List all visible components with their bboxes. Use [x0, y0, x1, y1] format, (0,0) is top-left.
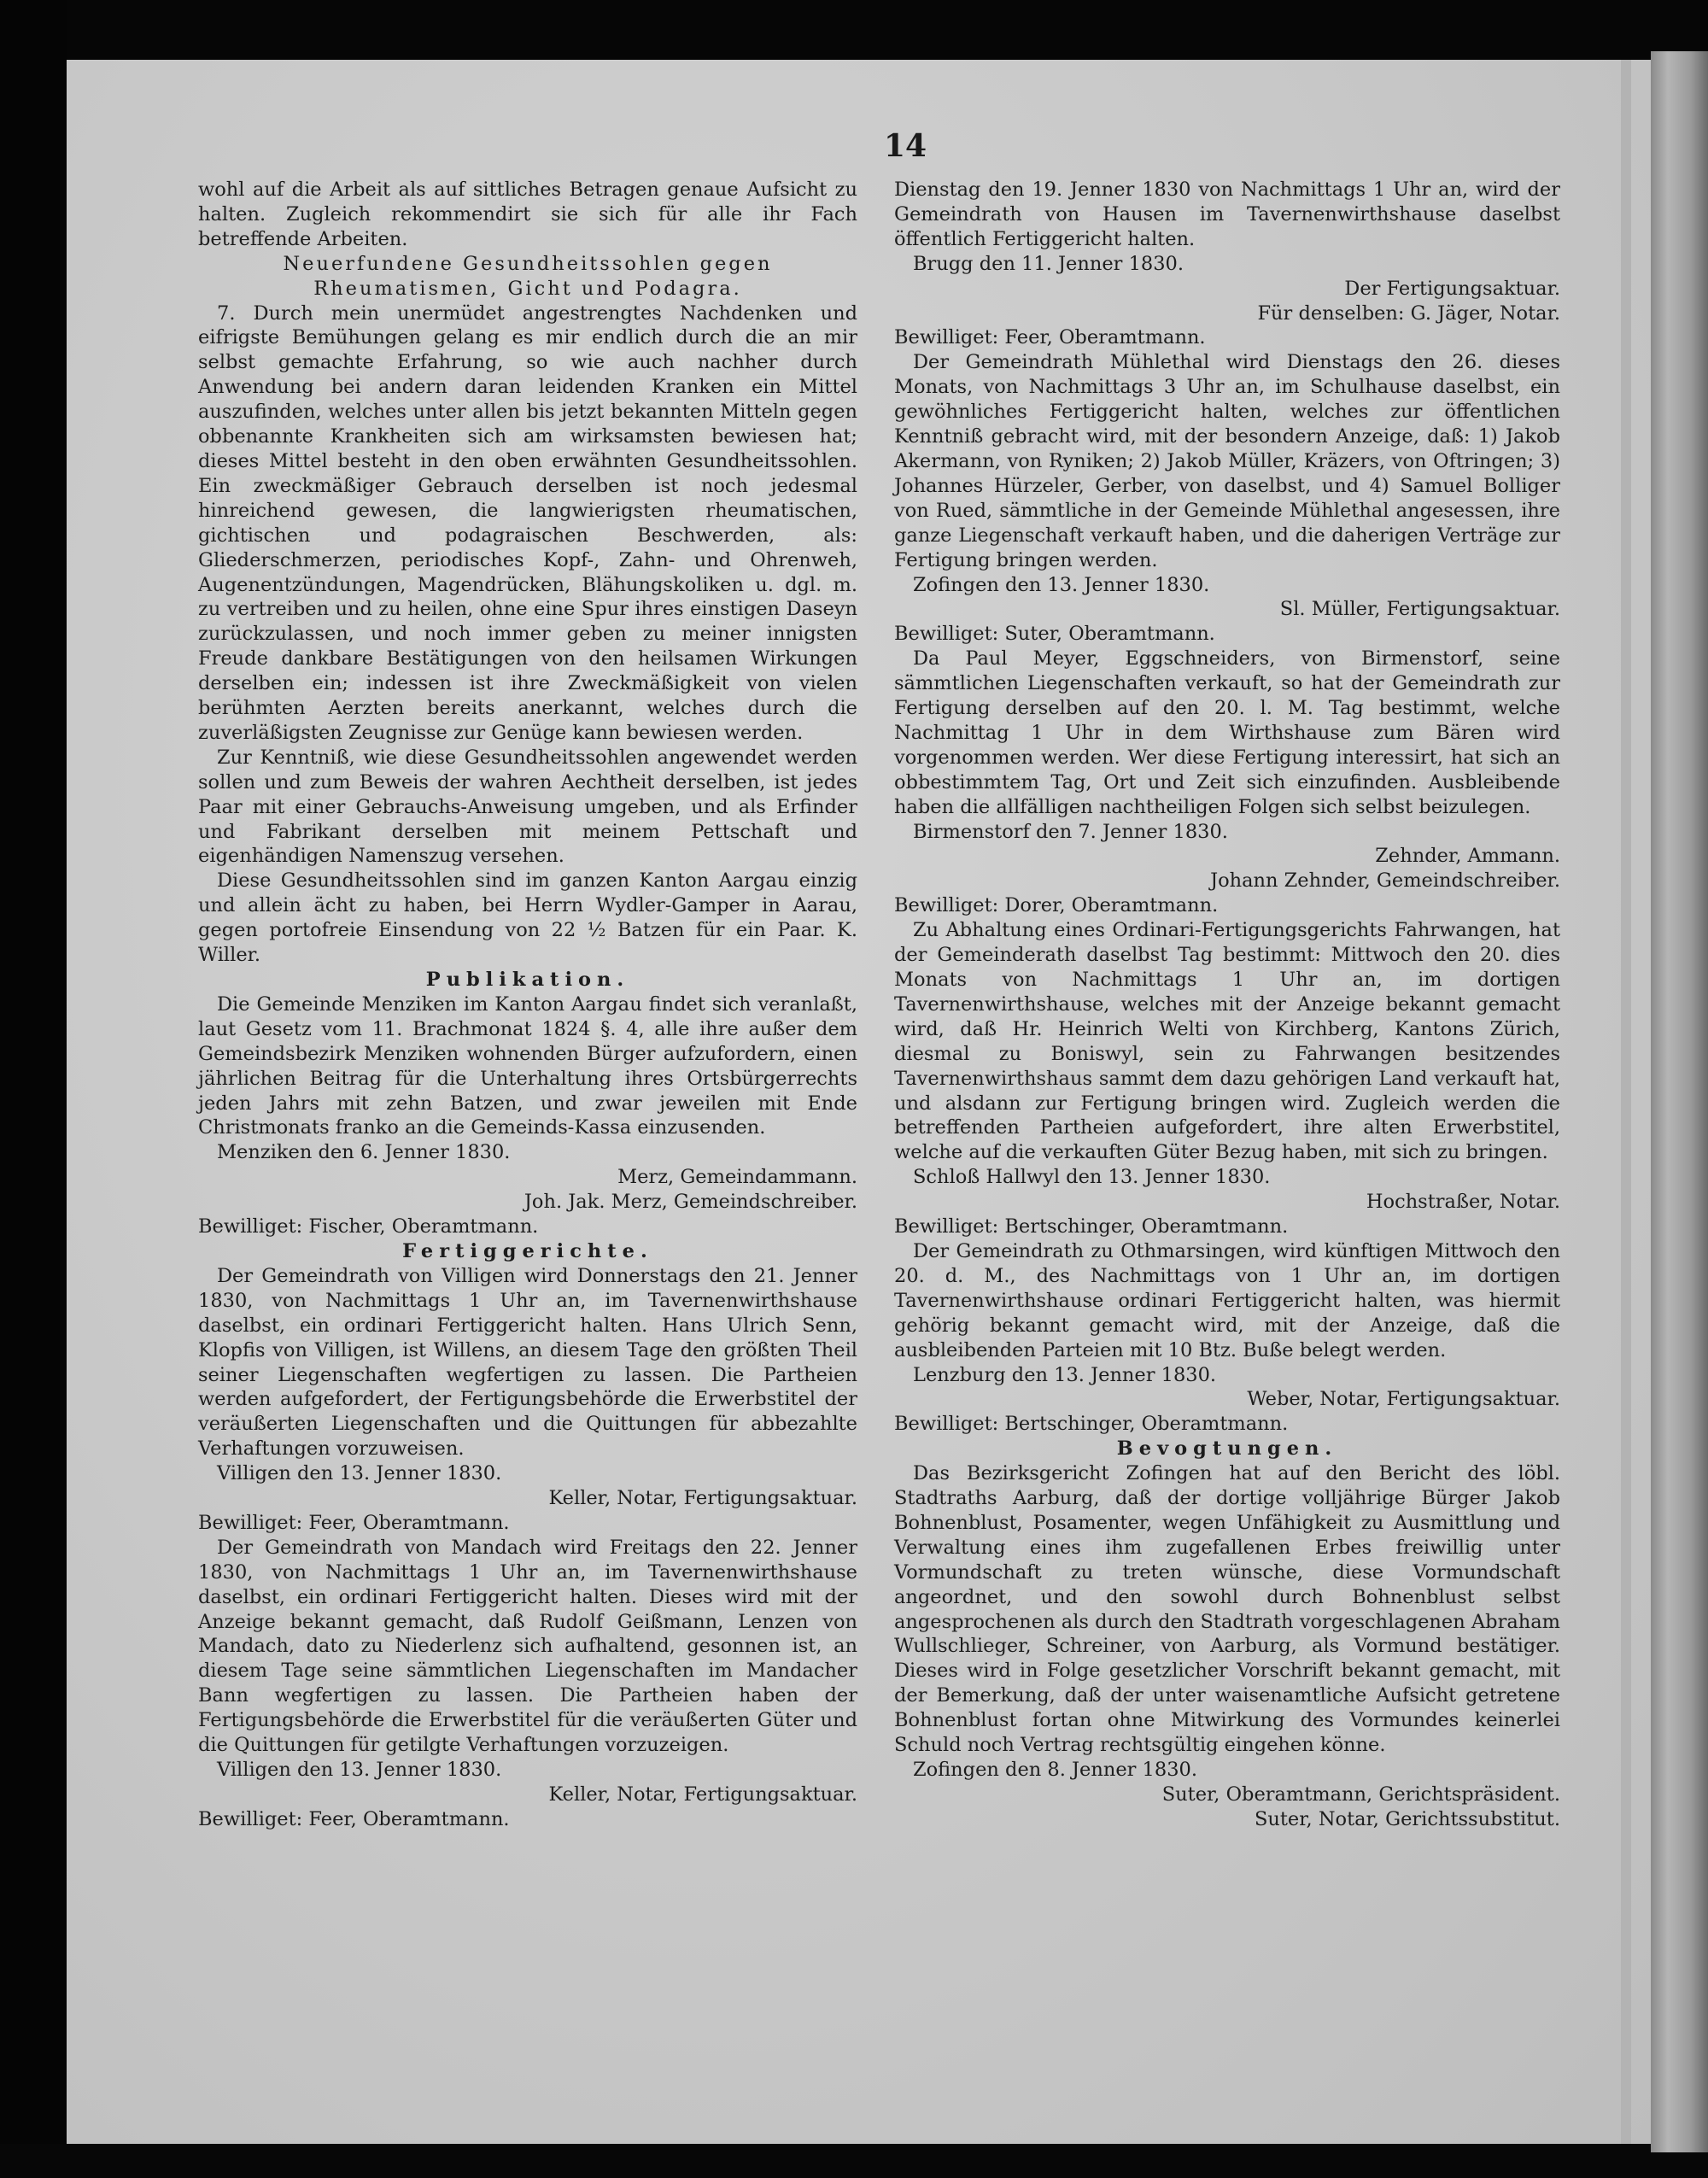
- approval-line: Bewilliget: Feer, Oberamtmann.: [894, 326, 1206, 349]
- signature: Für denselben: G. Jäger, Notar.: [1257, 302, 1560, 325]
- paragraph: Zu Abhaltung eines Ordinari-Fertigungsgerichts Fahrwangen, hat der Gemeinderath daselbst Tag bestimmt: Mittwoch den 20. dies Monats von Nachmittags 1 Uhr an, im dortigen Tavernenwirthshause, welches mit der Anzeige bekannt gemacht wird, daß Hr. Heinrich Welti von Kirchberg, Kantons Zürich, diesmal zu Boniswyl, sein zu Fahrwangen besitzendes Tavernenwirthshaus sammt dem dazu gehörigen Land verkauft hat, und alsdann zur Fertigung bringen wird. Zugleich werden die betreffenden Partheien aufgefordert, ihre alten Erwerbstitel, welche auf die verkauften Güter Bezug haben, mit sich zu bringen.: [894, 919, 1560, 1164]
- dateline: Villigen den 13. Jenner 1830.: [217, 1759, 502, 1781]
- approval-line: Bewilliget: Dorer, Oberamtmann.: [894, 894, 1219, 917]
- dateline: Menziken den 6. Jenner 1830.: [217, 1141, 511, 1164]
- signature: Suter, Oberamtmann, Gerichtspräsident.: [1161, 1783, 1560, 1806]
- signature: Weber, Notar, Fertigungsaktuar.: [1247, 1388, 1560, 1411]
- page-edge-right: [1651, 51, 1708, 2152]
- signature: Hochstraßer, Notar.: [1366, 1191, 1560, 1214]
- signature: Sl. Müller, Fertigungsaktuar.: [1279, 598, 1560, 621]
- paragraph: Der Gemeindrath von Villigen wird Donnerstags den 21. Jenner 1830, von Nachmittags 1 Uhr an, im Tavernenwirthshause daselbst, ein ordinari Fertiggericht halten. Hans Ulrich Senn, Klopfis von Villigen, ist Willens, an diesem Tage den größten Theil seiner Liegenschaften wegfertigen zu lassen. Die Partheien werden aufgefordert, der Fertigungsbehörde die Erwerbstitel der veräußerten Liegenschaften und die Quittungen für abbezahlte Verhaftungen vorzuweisen.: [198, 1264, 857, 1461]
- paragraph: 7. Durch mein unermüdet angestrengtes Nachdenken und eifrigste Bemühungen gelang es mir endlich durch die an mir selbst gemachte Erfahrung, so wie auch nachher durch Anwendung bei andern daran leidenden Kranken ein Mittel auszufinden, welches unter allen bis jetzt bekannten Mitteln gegen obbenannte Krankheiten sich am wirksamsten bewiesen hat; dieses Mittel besteht in den oben erwähnten Gesundheitssohlen. Ein zweckmäßiger Gebrauch derselben ist noch jedesmal hinreichend gewesen, die langwierigsten rheumatischen, gichtischen und podagraischen Beschwerden, als: Gliederschmerzen, periodisches Kopf-, Zahn- und Ohrenweh, Augenentzündungen, Magendrücken, Blähungskoliken u. dgl. m. zu vertreiben und zu heilen, ohne eine Spur ihres einstigen Daseyn zurückzulassen, und noch immer geben zu meiner innigsten Freude dankbare Bestätigungen von den heilsamen Wirkungen derselben ein; indessen ist ihre Zweckmäßigkeit von vielen berühmten Aerzten bereits anerkannt, welches durch die zuverläßigsten Zeugnisse zur Genüge kann bewiesen werden.: [198, 302, 857, 744]
- approval-line: Bewilliget: Bertschinger, Oberamtmann.: [894, 1413, 1289, 1436]
- paragraph: Dienstag den 19. Jenner 1830 von Nachmittags 1 Uhr an, wird der Gemeindrath von Hausen im Tavernenwirthshause daselbst öffentlich Fertiggericht halten.: [894, 179, 1560, 250]
- signature: Keller, Notar, Fertigungsaktuar.: [548, 1487, 857, 1510]
- section-heading: Publikation.: [425, 969, 630, 991]
- paragraph: Da Paul Meyer, Eggschneiders, von Birmenstorf, seine sämmtlichen Liegenschaften verkauft, so hat der Gemeindrath zur Fertigung derselben auf den 20. l. M. Tag bestimmt, welche Nachmittag 1 Uhr in dem Wirthshause zum Bären wird vorgenommen werden. Wer diese Fertigung interessirt, hat sich an obbestimmtem Tag, Ort und Zeit sich einzufinden. Ausbleibende haben die allfälligen nachtheiligen Folgen sich selbst beizulegen.: [894, 647, 1560, 818]
- dateline: Brugg den 11. Jenner 1830.: [913, 252, 1184, 275]
- paragraph: wohl auf die Arbeit als auf sittliches Betragen genaue Aufsicht zu halten. Zugleich rekommendirt sie sich für alle ihr Fach betreffende Arbeiten.: [198, 179, 857, 250]
- paragraph: Der Gemeindrath zu Othmarsingen, wird künftigen Mittwoch den 20. d. M., des Nachmittags von 1 Uhr an, im dortigen Tavernenwirthshause ordinari Fertiggericht halten, was hiermit gehörig bekannt gemacht wird, mit der Anzeige, daß die ausbleibenden Parteien mit 10 Btz. Buße belegt werden.: [894, 1239, 1560, 1361]
- dateline: Zofingen den 13. Jenner 1830.: [913, 573, 1210, 596]
- scan-border-left: [0, 0, 67, 2178]
- dateline: Birmenstorf den 7. Jenner 1830.: [913, 820, 1228, 843]
- paragraph: Das Bezirksgericht Zofingen hat auf den Bericht des löbl. Stadtraths Aarburg, daß der dortige volljährige Bürger Jakob Bohnenblust, Posamenter, wegen Unfähigkeit zu Ausmittlung und Verwaltung eines ihm zugefallenen Erbes freiwillig unter Vormundschaft zu treten wünsche, diese Vormundschaft angeordnet, und den sowohl durch Bohnenblust selbst angesprochenen als durch den Stadtrath vorgeschlagenen Abraham Wullschlieger, Schreiner, von Aarburg, als Vormund bestätiger. Dieses wird in Folge gesetzlicher Vorschrift bekannt gemacht, mit der Bemerkung, daß der unter waisenamtliche Aufsicht getretene Bohnenblust fortan ohne Mitwirkung des Vormundes keinerlei Schuld noch Vertrag rechtsgültig eingehen könne.: [894, 1462, 1560, 1757]
- section-heading: Neuerfundene Gesundheitssohlen gegen Rheumatismen, Gicht und Podagra.: [283, 252, 773, 300]
- paragraph: Die Gemeinde Menziken im Kanton Aargau findet sich veranlaßt, laut Gesetz vom 11. Brachmonat 1824 §. 4, alle ihre außer dem Gemeindsbezirk Menziken wohnenden Bürger aufzufordern, einen jährlichen Beitrag für die Unterhaltung ihres Ortsbürgerrechts jeden Jahrs mit zehn Batzen, und zwar jeweilen mit Ende Christmonats franko an die Gemeinds-Kassa einzusenden.: [198, 992, 857, 1139]
- paragraph: Der Gemeindrath von Mandach wird Freitags den 22. Jenner 1830, von Nachmittags 1 Uhr an, im Tavernenwirthshause daselbst, ein ordinari Fertiggericht halten. Dieses wird mit der Anzeige bekannt gemacht, daß Rudolf Geißmann, Lenzen von Mandach, dato zu Niederlenz sich aufhaltend, gesonnen ist, an diesem Tage seine sämmtlichen Liegenschaften im Mandacher Bann wegfertigen zu lassen. Die Partheien haben der Fertigungsbehörde die Erwerbstitel für die veräußerten Güter und die Quittungen für getilgte Verhaftungen vorzuzeigen.: [198, 1536, 857, 1757]
- approval-line: Bewilliget: Feer, Oberamtmann.: [198, 1807, 510, 1830]
- section-heading: Fertiggerichte.: [402, 1239, 653, 1262]
- dateline: Zofingen den 8. Jenner 1830.: [913, 1759, 1197, 1781]
- paragraph: Zur Kenntniß, wie diese Gesundheitssohlen angewendet werden sollen und zum Beweis der wahren Aechtheit derselben, ist jedes Paar mit einer Gebrauchs-Anweisung umgeben, und als Erfinder und Fabrikant derselben mit meinem Pettschaft und eigenhändigen Namenszug versehen.: [198, 746, 857, 868]
- page-fold-shadow: [1621, 60, 1631, 2144]
- right-column: [894, 178, 1560, 1832]
- dateline: Schloß Hallwyl den 13. Jenner 1830.: [913, 1166, 1271, 1189]
- scan-border-bottom: [0, 2144, 1708, 2178]
- dateline: Lenzburg den 13. Jenner 1830.: [913, 1363, 1217, 1386]
- signature: Keller, Notar, Fertigungsaktuar.: [548, 1783, 857, 1806]
- approval-line: Bewilliget: Suter, Oberamtmann.: [894, 623, 1215, 646]
- section-heading: Bevogtungen.: [1116, 1437, 1338, 1461]
- scan-border-top: [0, 0, 1708, 60]
- left-column: [198, 178, 857, 1832]
- signature: Joh. Jak. Merz, Gemeindschreiber.: [524, 1191, 857, 1214]
- dateline: Villigen den 13. Jenner 1830.: [217, 1462, 502, 1485]
- signature: Johann Zehnder, Gemeindschreiber.: [1210, 869, 1560, 893]
- paragraph: Diese Gesundheitssohlen sind im ganzen Kanton Aargau einzig und allein ächt zu haben, bei Herrn Wydler-Gamper in Aarau, gegen portofreie Einsendung von 22 ½ Batzen für ein Paar. K. Willer.: [198, 869, 857, 967]
- approval-line: Bewilliget: Feer, Oberamtmann.: [198, 1511, 510, 1534]
- page-number: 14: [883, 128, 927, 164]
- signature: Suter, Notar, Gerichtssubstitut.: [1254, 1807, 1560, 1830]
- paragraph: Der Gemeindrath Mühlethal wird Dienstags den 26. dieses Monats, von Nachmittags 3 Uhr an, im Schulhause daselbst, ein gewöhnliches Fertiggericht halten, welches zur öffentlichen Kenntniß gebracht wird, mit der besondern Anzeige, daß: 1) Jakob Akermann, von Ryniken; 2) Jakob Müller, Kräzers, von Oftringen; 3) Johannes Hürzeler, Gerber, von daselbst, und 4) Samuel Bolliger von Rued, sämmtliche in der Gemeinde Mühlethal angesessen, ihre ganze Liegenschaft verkauft haben, und die daherigen Verträge zur Fertigung bringen werden.: [894, 351, 1560, 571]
- signature: Der Fertigungsaktuar.: [1344, 277, 1560, 300]
- approval-line: Bewilliget: Fischer, Oberamtmann.: [198, 1215, 539, 1238]
- signature: Merz, Gemeindammann.: [617, 1166, 857, 1189]
- approval-line: Bewilliget: Bertschinger, Oberamtmann.: [894, 1215, 1289, 1238]
- signature: Zehnder, Ammann.: [1375, 845, 1560, 868]
